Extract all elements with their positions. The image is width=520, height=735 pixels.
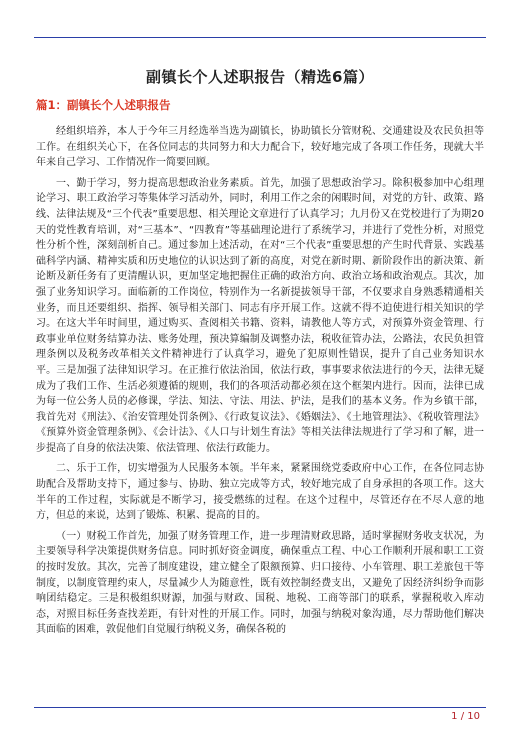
paragraph-finance: （一）财税工作首先，加强了财务管理工作，进一步理清财政思路，适时掌握财务收支状况，为主要领导科学决策提供财务信息。同时抓好资金调度，确保重点工程、中心工作顺利开展和职工工资的按时发放。其次，完善了制度建设，建立健全了限额预算、归口接待、小车管理、职工差旅包干等制度，以制度管理约束人，尽量减少人为随意性，既有效控制经费支出，又避免了因经济纠纷争而影响团结稳定。三是积极组织财源，加强与财政、国税、地税、工商等部门的联系，掌握税收入库动态，对照目标任务查找差距，有针对性的开展工作。同时，加强与纳税对象沟通，尽力帮助他们解决其面临的困难，敦促他们自觉履行纳税义务，确保各税的 [36, 530, 484, 636]
page-number: 1 / 10 [451, 711, 480, 722]
document-title: 副镇长个人述职报告（精选6篇） [146, 68, 374, 86]
section-heading: 篇1：副镇长个人述职报告 [36, 98, 171, 112]
paragraph-work: 二、乐于工作，切实增强为人民服务本领。半年来，紧紧围绕党委政府中心工作，在各位同志协助配合及帮助支持下，通过参与、协助、独立完成等方式，较好地完成了自身承担的各项工作。这大半年的工作过程，实际就是不断学习，接受燃练的过程。在这个过程中，尽管还存在不尽人意的地方，但总的来说，达到了锻炼、积累、提高的目的。 [36, 463, 484, 522]
document-body [36, 124, 484, 642]
top-rule [34, 37, 486, 38]
paragraph-study: 一、勤于学习，努力提高思想政治业务素质。首先，加强了思想政治学习。除积极参加中心组理论学习、职工政治学习等集体学习活动外，同时，利用工作之余的闲暇时间，对党的方针、政策、路线、法律法规及“三个代表”重要思想、相关理论文章进行了认真学习；九月份又在党校进行了为期20天的党性教育培训，对“三基本”、“四教育”等基础理论进行了系统学习，并进行了党性分析，对照党性分析个性，深刻剖析自己。通过参加上述活动，在对“三个代表”重要思想的产生时代背景、实践基础科学内涵、精神实质和历史地位的认识达到了新的高度，对党在新时期、新阶段作出的新决策、新论断及新任务有了更清醒认识，更加坚定地把握住正确的政治方向、政治立场和政治观点。其次，加强了业务知识学习。面临新的工作岗位，特别作为一名新提拔领导干部，不仅要求自身熟悉精通相关业务，而且还要组织、指挥、领导相关部门、同志有序开展工作。这就不得不迫使进行相关知识的学习。在这大半年时间里，通过购买、查阅相关书籍、资料，请教他人等方式，对预算外资金管理、行政事业单位财务结算办法、账务处理，预决算编制及调整办法，税收征管办法，公路法，农民负担管理条例以及税务改革相关文件精神进行了认真学习，避免了犯原则性错误，提升了自己业务知识水平。三是加强了法律知识学习。在正推行依法治国，依法行政，事事要求依法进行的今天，法律无疑成为了我们工作、生活必须遵循的规则，我们的各项活动都必须在这个框架内进行。因而，法律已成为每一位公务人员的必修课，学法、知法、守法、用法、护法，是我们的基本义务。作为乡镇干部，我首先对《刑法》、《治安管理处罚条例》、《行政复议法》、《婚姻法》、《土地管理法》、《税收管理法》《预算外资金管理条例》、《会计法》、《人口与计划生育法》等相关法律法规进行了学习和了解，进一步提高了自身的依法决策、依法管理、依法行政能力。 [36, 177, 484, 454]
bottom-rule [34, 707, 486, 708]
paragraph-intro: 经组织培养，本人于今年三月经选举当选为副镇长，协助镇长分管财税、交通建设及农民负担等工作。在组织关心下，在各位同志的共同努力和大力配合下，较好地完成了各项工作任务，现就大半年来自己学习、工作情况作一简要回顾。 [36, 126, 484, 169]
